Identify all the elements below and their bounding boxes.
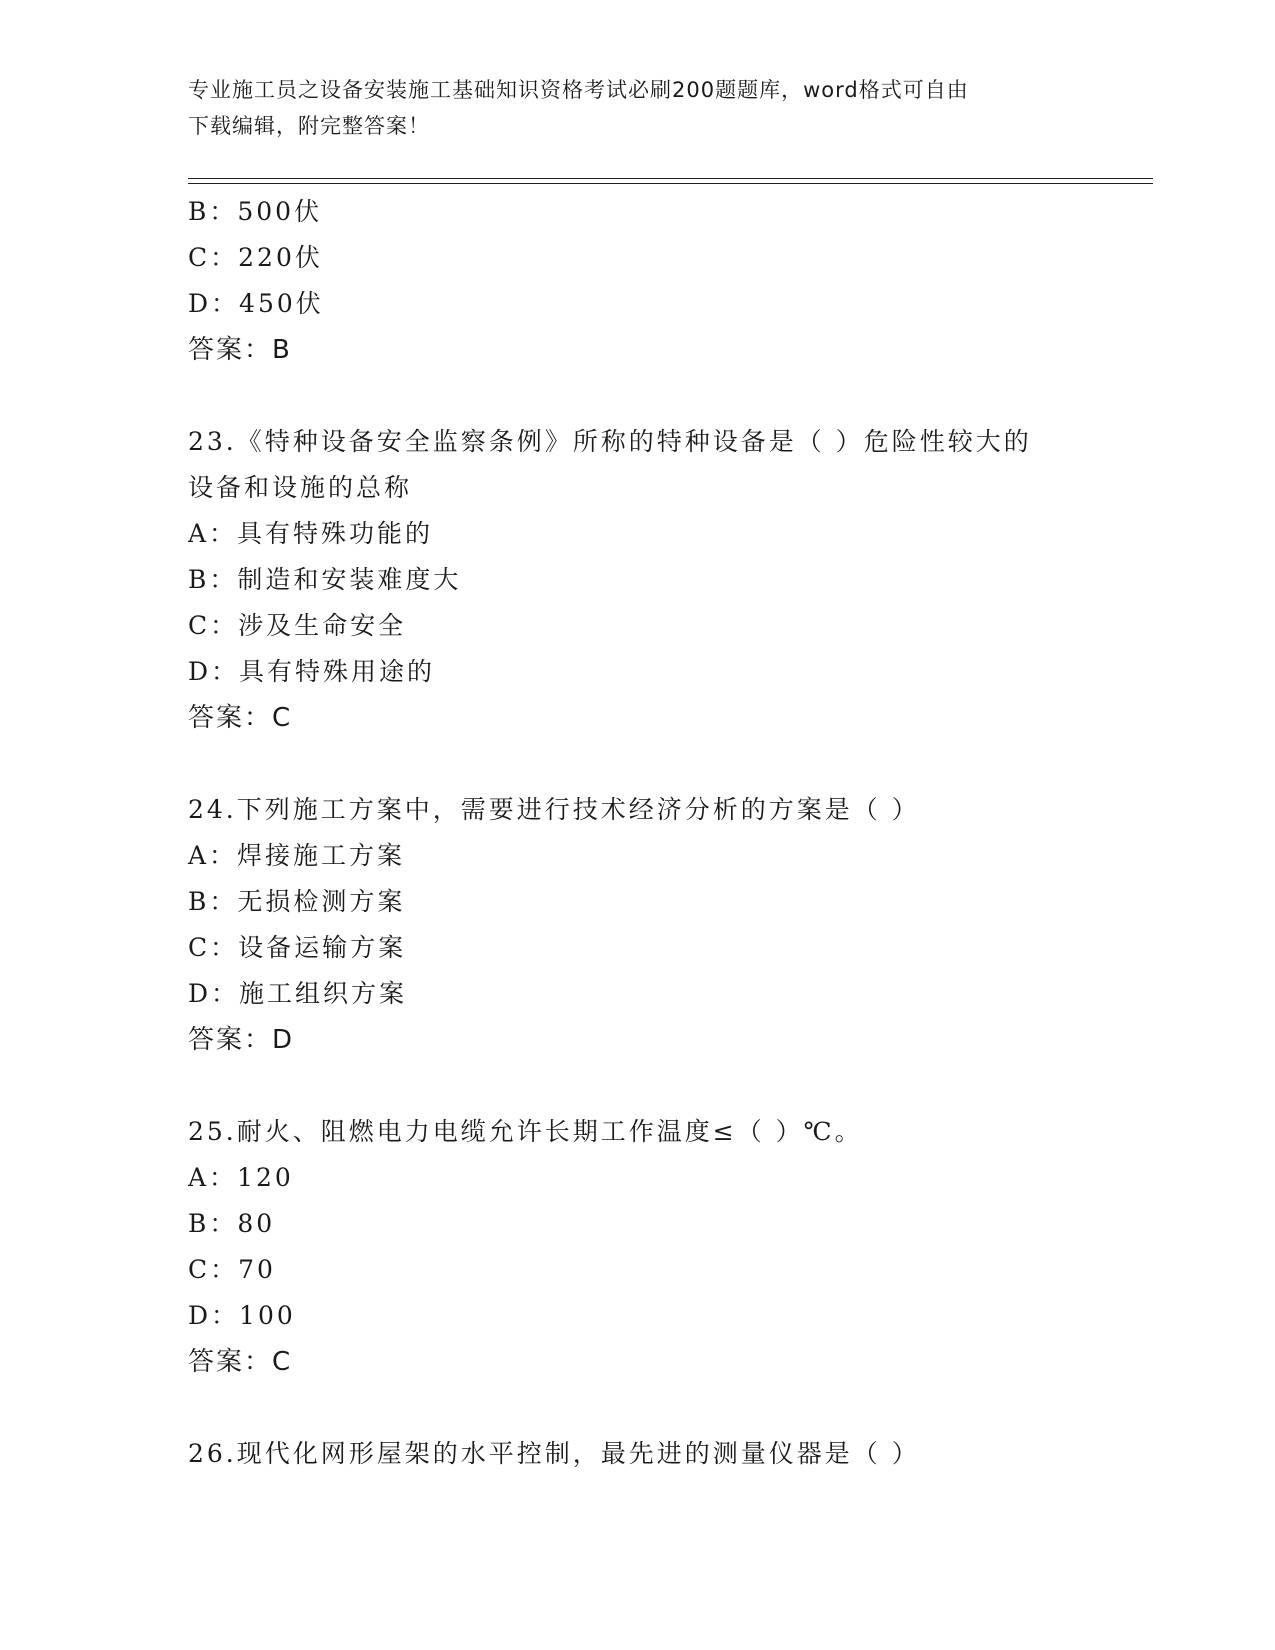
question-stem: 23.《特种设备安全监察条例》所称的特种设备是（ ）危险性较大的 — [188, 427, 1032, 456]
question-stem-continued: 设备和设施的总称 — [188, 473, 413, 502]
option-a: A：焊接施工方案 — [188, 841, 406, 870]
option-b: B：制造和安装难度大 — [188, 565, 462, 594]
option-d: D：100 — [188, 1301, 296, 1330]
question-24 — [188, 787, 1108, 1063]
option-a: A：具有特殊功能的 — [188, 519, 434, 548]
answer-line: 答案：D — [188, 1025, 295, 1055]
header-divider-top — [188, 178, 1153, 179]
question-stem: 25.耐火、阻燃电力电缆允许长期工作温度≤（ ）℃。 — [188, 1117, 863, 1146]
option-d: D：450伏 — [188, 289, 324, 318]
question-stem: 26.现代化网形屋架的水平控制，最先进的测量仪器是（ ） — [188, 1439, 920, 1468]
option-d: D：施工组织方案 — [188, 979, 408, 1008]
header-line-1: 专业施工员之设备安装施工基础知识资格考试必刷200题题库，word格式可自由 — [188, 78, 969, 102]
option-d: D：具有特殊用途的 — [188, 657, 436, 686]
option-c: C：涉及生命安全 — [188, 611, 407, 640]
answer-line: 答案：B — [188, 335, 292, 365]
question-22-tail — [188, 189, 1108, 373]
question-25 — [188, 1109, 1108, 1385]
header-divider-bottom — [188, 183, 1153, 184]
option-b: B：500伏 — [188, 197, 323, 226]
question-stem: 24.下列施工方案中，需要进行技术经济分析的方案是（ ） — [188, 795, 920, 824]
document-header — [188, 72, 1088, 144]
option-b: B：无损检测方案 — [188, 887, 406, 916]
question-26 — [188, 1431, 1108, 1477]
option-c: C：70 — [188, 1255, 276, 1284]
option-c: C：设备运输方案 — [188, 933, 407, 962]
question-list — [188, 189, 1108, 1477]
header-line-2: 下载编辑，附完整答案！ — [188, 114, 430, 138]
option-c: C：220伏 — [188, 243, 323, 272]
option-a: A：120 — [188, 1163, 294, 1192]
answer-line: 答案：C — [188, 703, 293, 733]
answer-line: 答案：C — [188, 1347, 293, 1377]
option-b: B：80 — [188, 1209, 276, 1238]
question-23 — [188, 419, 1108, 741]
